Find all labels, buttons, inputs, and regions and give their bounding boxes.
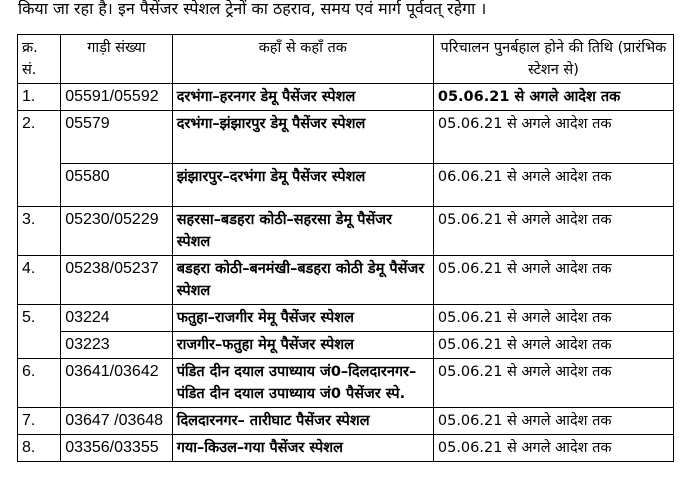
table-row: [18, 207, 674, 256]
row-train-no: 03223: [61, 332, 173, 359]
row-serial: 2.: [18, 111, 61, 207]
row-date: 05.06.21 से अगले आदेश तक: [433, 256, 673, 305]
table-row: [18, 111, 674, 164]
row-train-no: 03647 /03648: [61, 408, 173, 435]
row-train-no: 03641/03642: [61, 359, 173, 408]
row-serial: 1.: [18, 84, 61, 111]
row-train-no: 05591/05592: [61, 84, 173, 111]
table-row: [18, 332, 674, 359]
table-row: [18, 359, 674, 408]
row-route: पंडित दीन दयाल उपाध्याय जं0–दिलदारनगर– पंडित दीन दयाल उपाध्याय जं0 पैसेंजर स्पे.: [172, 359, 433, 408]
row-date: 05.06.21 से अगले आदेश तक: [433, 332, 673, 359]
table-row: [18, 408, 674, 435]
row-date: 05.06.21 से अगले आदेश तक: [433, 435, 673, 462]
row-train-no: 05580: [61, 164, 173, 207]
row-date: 06.06.21 से अगले आदेश तक: [433, 164, 673, 207]
row-train-no: 03224: [61, 305, 173, 332]
row-route: दरभंगा–झंझारपुर डेमू पैसेंजर स्पेशल: [172, 111, 433, 164]
row-route: राजगीर–फतुहा मेमू पैसेंजर स्पेशल: [172, 332, 433, 359]
row-route: दरभंगा–हरनगर डेमू पैसेंजर स्पेशल: [172, 84, 433, 111]
row-route: गया–किउल–गया पैसेंजर स्पेशल: [172, 435, 433, 462]
row-date: 05.06.21 से अगले आदेश तक: [433, 408, 673, 435]
header-date: परिचालन पुनर्बहाल होने की तिथि (प्रारंभिक स्टेशन से): [433, 35, 673, 84]
row-serial: 8.: [18, 435, 61, 462]
row-train-no: 05230/05229: [61, 207, 173, 256]
row-date: 05.06.21 से अगले आदेश तक: [433, 305, 673, 332]
row-route: बडहरा कोठी–बनमंखी–बडहरा कोठी डेमू पैसेंजर स्पेशल: [172, 256, 433, 305]
table-row: [18, 256, 674, 305]
row-route: दिलदारनगर– तारीघाट पैसेंजर स्पेशल: [172, 408, 433, 435]
row-route: सहरसा–बडहरा कोठी–सहरसा डेमू पैसेंजर स्पेशल: [172, 207, 433, 256]
row-date: 05.06.21 से अगले आदेश तक: [433, 207, 673, 256]
row-serial: 4.: [18, 256, 61, 305]
row-date: 05.06.21 से अगले आदेश तक: [433, 111, 673, 164]
table-row: [18, 164, 674, 207]
row-train-no: 05238/05237: [61, 256, 173, 305]
intro-text: किया जा रहा है। इन पैसेंजर स्पेशल ट्रेनों का ठहराव, समय एवं मार्ग पूर्ववत् रहेगा ।: [18, 0, 487, 18]
header-serial: क्र. सं.: [18, 35, 61, 84]
table-header-row: [18, 35, 674, 84]
row-serial: 3.: [18, 207, 61, 256]
header-route: कहाँ से कहाँ तक: [172, 35, 433, 84]
table-row: [18, 84, 674, 111]
row-date: 05.06.21 से अगले आदेश तक: [433, 84, 673, 111]
row-serial: 6.: [18, 359, 61, 408]
table-row: [18, 305, 674, 332]
train-table: [17, 34, 674, 462]
row-serial: 7.: [18, 408, 61, 435]
row-date: 05.06.21 से अगले आदेश तक: [433, 359, 673, 408]
row-serial: 5.: [18, 305, 61, 359]
row-train-no: 05579: [61, 111, 173, 164]
row-route: फतुहा–राजगीर मेमू पैसेंजर स्पेशल: [172, 305, 433, 332]
header-train-no: गाड़ी संख्या: [61, 35, 173, 84]
row-route: झंझारपुर–दरभंगा डेमू पैसेंजर स्पेशल: [172, 164, 433, 207]
table-row: [18, 435, 674, 462]
row-train-no: 03356/03355: [61, 435, 173, 462]
